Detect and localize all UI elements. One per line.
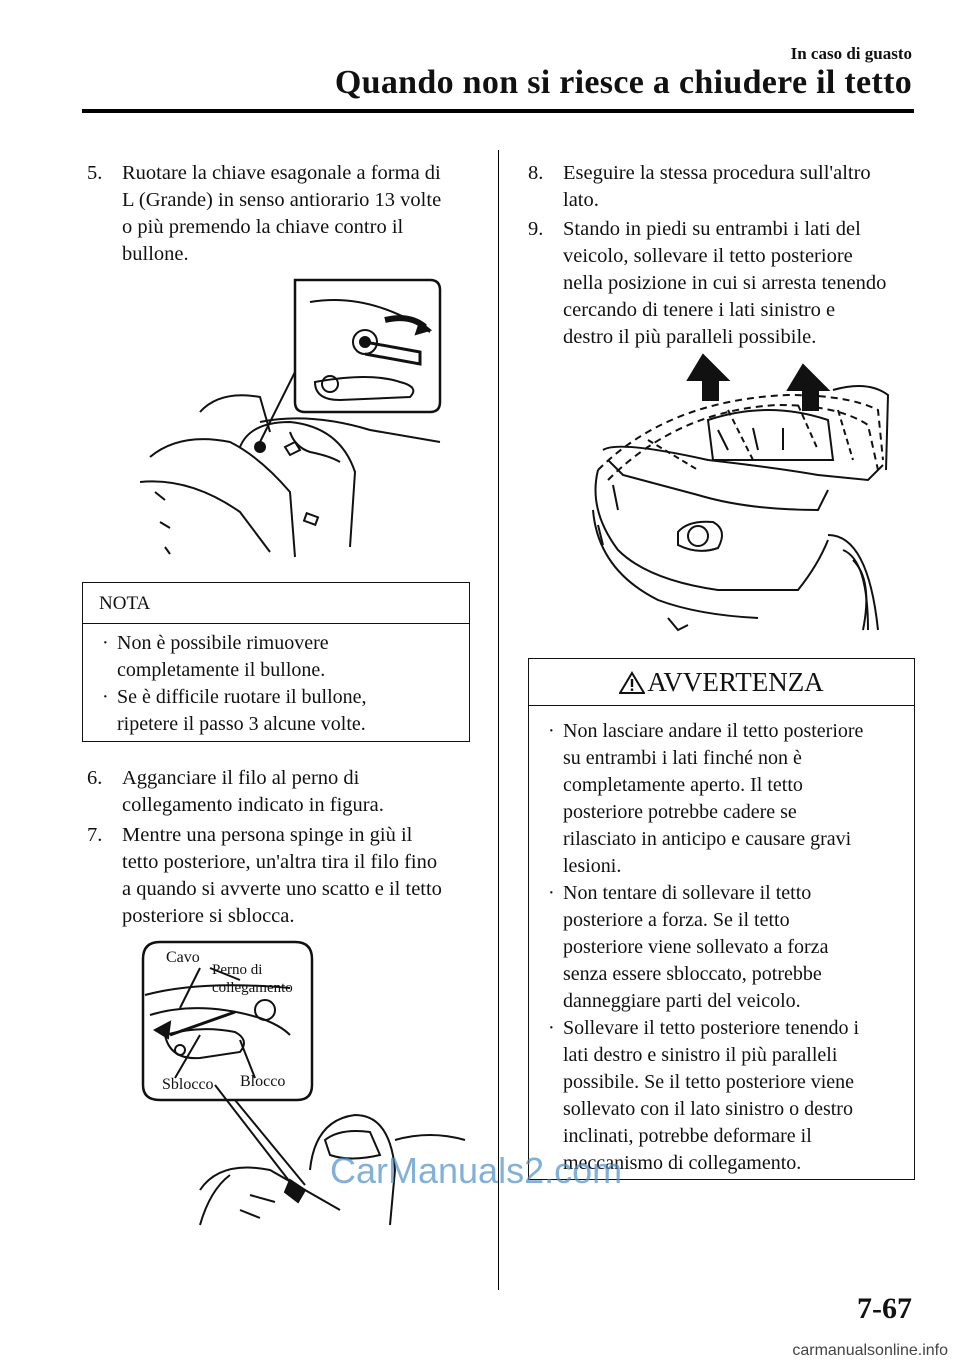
warning-line: senza essere sbloccato, potrebbe (563, 963, 822, 985)
step-line: Ruotare la chiave esagonale a forma di (122, 162, 441, 184)
step-8 (528, 160, 918, 216)
warning-box (528, 658, 915, 1180)
warning-line: · Non tentare di sollevare il tetto (563, 882, 812, 904)
step-number: 6. (87, 767, 103, 789)
warning-line: completamente aperto. Il tetto (563, 774, 803, 796)
step-line: veicolo, sollevare il tetto posteriore (563, 245, 853, 267)
step-line: nella posizione in cui si arresta tenendo (563, 272, 887, 294)
warning-line: possibile. Se il tetto posteriore viene (563, 1071, 855, 1093)
step-line: collegamento indicato in figura. (122, 794, 384, 816)
warning-line: sollevato con il lato sinistro o destro (563, 1098, 853, 1120)
warning-line: posteriore viene sollevato a forza (563, 936, 829, 958)
link-pin-label-line2: collegamento (212, 980, 293, 996)
warning-line: inclinati, potrebbe deformare il (563, 1125, 812, 1147)
nota-item (83, 684, 469, 738)
header-rule (82, 109, 914, 113)
step-line: a quando si avverte uno scatto e il tetto (122, 878, 442, 900)
step-line: cercando di tenere i lati sinistro e (563, 299, 836, 321)
nota-box (82, 582, 470, 742)
step-line: Mentre una persona spinge in giù il (122, 824, 413, 846)
step-line: destro il più paralleli possibile. (563, 326, 817, 348)
step-6 (87, 765, 477, 821)
nota-line: completamente il bullone. (117, 659, 326, 681)
footer-watermark: carmanualsonline.info (792, 1342, 948, 1359)
hex-key-figure (140, 272, 445, 560)
step-5 (87, 160, 477, 270)
step-number: 7. (87, 824, 103, 846)
step-7 (87, 822, 477, 932)
step-line: lato. (563, 189, 599, 211)
nota-title: NOTA (83, 583, 469, 624)
nota-line: ripetere il passo 3 alcune volte. (117, 713, 366, 735)
warning-line: posteriore potrebbe cadere se (563, 801, 797, 823)
step-9 (528, 216, 918, 356)
warning-line: · Non lasciare andare il tetto posteriore (563, 720, 864, 742)
page-number: 7-67 (857, 1292, 912, 1325)
link-pin-label-line1: Perno di (212, 962, 263, 978)
warning-title: AVVERTENZA (647, 667, 824, 697)
watermark: CarManuals2.com (330, 1150, 623, 1191)
warning-item (529, 718, 914, 880)
step-line: o più premendo la chiave contro il (122, 216, 404, 238)
warning-line: posteriore a forza. Se il tetto (563, 909, 790, 931)
nota-line: · Non è possibile rimuovere (117, 632, 329, 654)
step-line: Agganciare il filo al perno di (122, 767, 360, 789)
warning-line: lati destro e sinistro il più paralleli (563, 1044, 838, 1066)
warning-item (529, 880, 914, 1015)
cable-label: Cavo (166, 949, 200, 966)
step-line: Eseguire la stessa procedura sull'altro (563, 162, 871, 184)
nota-line: · Se è difficile ruotare il bullone, (117, 686, 367, 708)
rear-roof-lift-figure (578, 350, 898, 635)
step-line: bullone. (122, 243, 189, 265)
nota-item (83, 630, 469, 684)
warning-header (529, 659, 914, 706)
step-number: 8. (528, 162, 544, 184)
warning-line: danneggiare parti del veicolo. (563, 990, 801, 1012)
step-line: Stando in piedi su entrambi i lati del (563, 218, 861, 240)
column-divider (498, 150, 499, 1290)
warning-line: su entrambi i lati finché non è (563, 747, 802, 769)
header-section: In caso di guasto (790, 44, 912, 63)
page-title: Quando non si riesce a chiudere il tetto (334, 64, 912, 101)
warning-line: rilasciato in anticipo e causare gravi (563, 828, 852, 850)
lock-label: Blocco (240, 1073, 286, 1090)
warning-line: lesioni. (563, 855, 622, 877)
release-label: Sblocco (162, 1076, 214, 1093)
step-number: 5. (87, 162, 103, 184)
step-line: posteriore si sblocca. (122, 905, 295, 927)
warning-triangle-icon (619, 671, 645, 695)
step-number: 9. (528, 218, 544, 240)
warning-line: meccanismo di collegamento. (563, 1152, 802, 1174)
warning-line: · Sollevare il tetto posteriore tenendo i (563, 1017, 860, 1039)
step-line: L (Grande) in senso antiorario 13 volte (122, 189, 442, 211)
step-line: tetto posteriore, un'altra tira il filo fino (122, 851, 438, 873)
